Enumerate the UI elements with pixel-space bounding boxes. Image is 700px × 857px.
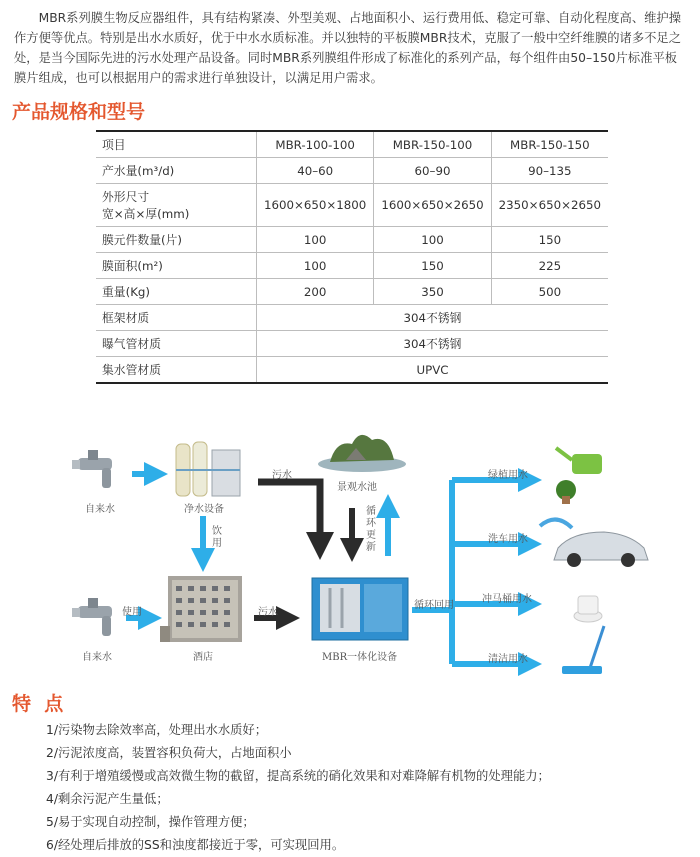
header-cell: 项目 (96, 131, 257, 158)
cell: 100 (374, 227, 491, 253)
list-item: 6/经处理后排放的SS和浊度都接近于零，可实现回用。 (46, 838, 345, 852)
label-car-wash: 洗车用水 (488, 534, 528, 545)
landscape-pool-icon (318, 435, 406, 472)
cell: 304不锈钢 (257, 331, 609, 357)
toilet-icon (574, 596, 602, 622)
label-char: 新 (366, 542, 376, 553)
table-row (96, 227, 608, 253)
list-item: 3/有利于增殖缓慢或高效微生物的截留，提高系统的硝化效果和对难降解有机物的处理能力； (46, 769, 550, 783)
row-label (96, 184, 257, 227)
features-section-title: 特 点 (12, 693, 64, 715)
cell: 2350×650×2650 (491, 184, 608, 227)
faucet-icon (72, 598, 112, 636)
mop-icon (562, 626, 604, 674)
label-char: 饮 (212, 526, 222, 537)
cell: 500 (491, 279, 608, 305)
label-recycle-use: 循环回用 (414, 600, 454, 611)
label-sewage-1: 污水 (272, 470, 292, 481)
cell: 304不锈钢 (257, 305, 609, 331)
row-label: 膜元件数量(片) (96, 227, 257, 253)
list-item: 4/剩余污泥产生量低； (46, 792, 169, 806)
list-item: 1/污染物去除效率高，处理出水水质好； (46, 723, 268, 737)
list-item: 2/污泥浓度高，装置容积负荷大，占地面积小 (46, 746, 292, 760)
label-hotel: 酒店 (193, 652, 213, 663)
label-char: 循 (366, 506, 376, 517)
intro-paragraph: MBR系列膜生物反应器组件，具有结构紧凑、外型美观、占地面积小、运行费用低、稳定可靠、自动化程度高、维护操作方便等优点。特别是出水水质好，优于中水水质标准。并以独特的平板膜MBR技术，克服了一般中空纤维膜的诸多不足之处，是当今国际先进的污水处理产品设备。同时MBR系列膜组件形成了标准化的系列产品，每个组件由50–150片标准平板膜片组成，也可以根据用户的需求进行单独设计，以满足用户需求。 (14, 11, 682, 85)
cell: 350 (374, 279, 491, 305)
cell: 150 (374, 253, 491, 279)
cell: 1600×650×2650 (374, 184, 491, 227)
list-item: 5/易于实现自动控制，操作管理方便； (46, 815, 255, 829)
watering-can-icon (556, 448, 602, 504)
cell: 225 (491, 253, 608, 279)
label-mbr-equipment: MBR一体化设备 (322, 652, 398, 663)
table-row (96, 158, 608, 184)
header-cell: MBR-100-100 (257, 131, 374, 158)
label-char: 用 (212, 538, 222, 549)
cell: 1600×650×1800 (257, 184, 374, 227)
label-cleaning: 清洁用水 (488, 654, 528, 665)
header-cell: MBR-150-150 (491, 131, 608, 158)
label-char: 环 (366, 518, 376, 529)
row-label: 膜面积(m²) (96, 253, 257, 279)
car-icon (540, 519, 648, 567)
table-row (96, 331, 608, 357)
cell: 90–135 (491, 158, 608, 184)
table-row (96, 305, 608, 331)
table-row (96, 184, 608, 227)
sewage-arrow (258, 482, 320, 546)
row-label: 框架材质 (96, 305, 257, 331)
purify-equipment-icon (176, 442, 240, 496)
spec-table (96, 130, 608, 384)
label-sewage-2: 污水 (258, 607, 278, 618)
faucet-icon (72, 450, 112, 488)
row-label-line1: 外形尺寸 (102, 190, 150, 204)
row-label: 集水管材质 (96, 357, 257, 384)
cell: 100 (257, 253, 374, 279)
hotel-building-icon (160, 576, 242, 642)
label-char: 更 (366, 530, 376, 541)
table-row (96, 357, 608, 384)
cell: 60–90 (374, 158, 491, 184)
table-header-row (96, 131, 608, 158)
table-row (96, 279, 608, 305)
row-label: 曝气管材质 (96, 331, 257, 357)
row-label: 产水量(m³/d) (96, 158, 257, 184)
mbr-equipment-icon (312, 578, 408, 640)
cell: 40–60 (257, 158, 374, 184)
cell: UPVC (257, 357, 609, 384)
features-list (46, 719, 550, 857)
label-drinking (212, 526, 222, 550)
row-label: 重量(Kg) (96, 279, 257, 305)
label-landscape-pool: 景观水池 (337, 482, 377, 493)
label-green-water: 绿植用水 (488, 470, 528, 481)
label-purify-equipment: 净水设备 (184, 504, 224, 515)
cell: 150 (491, 227, 608, 253)
label-recycle-renew (366, 506, 376, 554)
label-toilet-flush: 冲马桶用水 (482, 594, 532, 605)
header-cell: MBR-150-100 (374, 131, 491, 158)
table-row (96, 253, 608, 279)
row-label-line2: 宽×高×厚(mm) (102, 207, 190, 221)
label-use: 使用 (122, 607, 142, 618)
label-tap-water-2: 自来水 (82, 652, 112, 663)
cell: 100 (257, 227, 374, 253)
cell: 200 (257, 279, 374, 305)
spec-section-title: 产品规格和型号 (12, 101, 146, 123)
label-tap-water-1: 自来水 (85, 504, 115, 515)
